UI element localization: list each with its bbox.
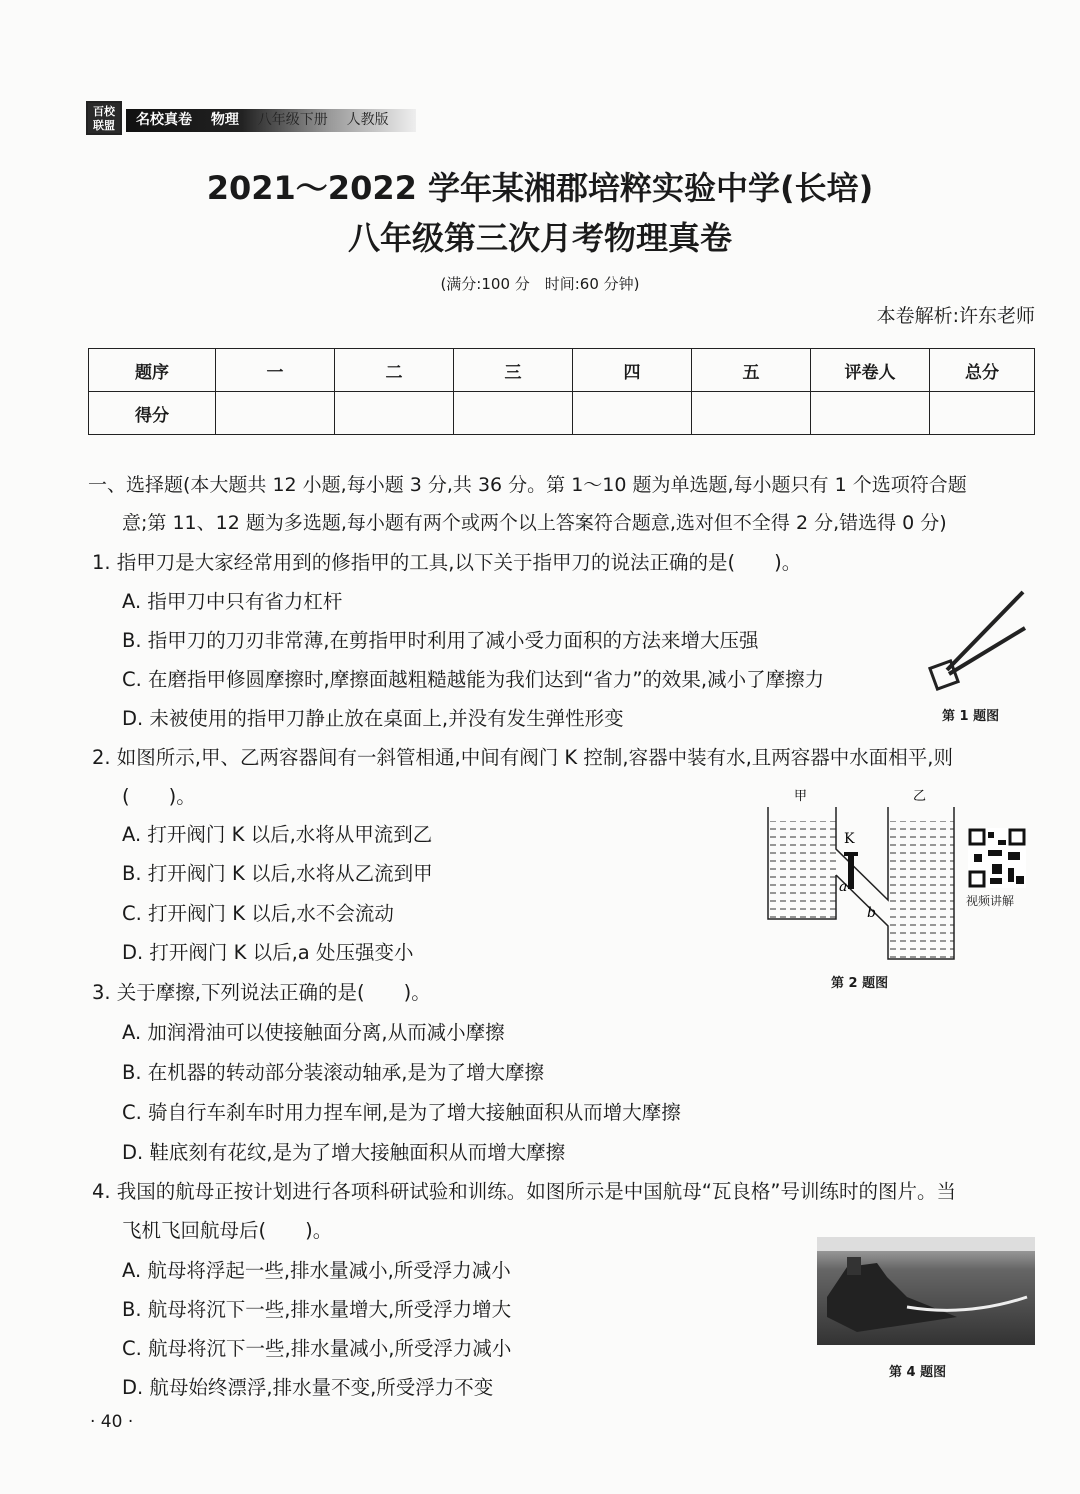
figure-2-caption: 第 2 题图 [831, 976, 889, 991]
score-input[interactable] [930, 392, 1035, 435]
logo-text-top: 百校 [93, 105, 115, 118]
score-table [88, 348, 1035, 435]
nail-clipper-figure [925, 588, 1030, 698]
q3-option-a: A. 加润滑油可以使接触面分离,从而减小摩擦 [122, 1021, 505, 1044]
qr-code-icon[interactable] [968, 828, 1026, 888]
q2-option-c: C. 打开阀门 K 以后,水不会流动 [122, 902, 394, 925]
question-4-stem: 4. 我国的航母正按计划进行各项科研试验和训练。如图所示是中国航母“瓦良格”号训练时的图片。当 [92, 1180, 957, 1203]
table-cell: 二 [335, 349, 454, 392]
edition: 人教版 [346, 112, 389, 128]
series-name: 名校真卷 [136, 112, 192, 128]
question-4-stem-cont: 飞机飞回航母后( )。 [122, 1219, 333, 1242]
container-jia-label: 甲 [794, 789, 808, 804]
q4-option-b: B. 航母将沉下一些,排水量增大,所受浮力增大 [122, 1298, 512, 1321]
score-input[interactable] [811, 392, 930, 435]
q1-option-d: D. 未被使用的指甲刀静止放在桌面上,并没有发生弹性形变 [122, 707, 624, 730]
q4-option-c: C. 航母将沉下一些,排水量减小,所受浮力减小 [122, 1337, 512, 1360]
table-cell: 总分 [930, 349, 1035, 392]
q3-option-b: B. 在机器的转动部分装滚动轴承,是为了增大摩擦 [122, 1061, 544, 1084]
exam-meta: (满分:100 分 时间:60 分钟) [440, 275, 640, 293]
connected-containers-figure [760, 785, 960, 965]
score-input[interactable] [216, 392, 335, 435]
page-number: · 40 · [90, 1412, 134, 1432]
q2-option-b: B. 打开阀门 K 以后,水将从乙流到甲 [122, 862, 433, 885]
score-input[interactable] [454, 392, 573, 435]
table-row [89, 392, 1035, 435]
table-cell: 题序 [89, 349, 216, 392]
question-2-stem-cont: ( )。 [122, 785, 196, 808]
score-input[interactable] [692, 392, 811, 435]
table-cell: 一 [216, 349, 335, 392]
q3-option-c: C. 骑自行车刹车时用力捏车闸,是为了增大接触面积从而增大摩擦 [122, 1101, 681, 1124]
grade: 八年级下册 [257, 112, 328, 128]
q2-option-a: A. 打开阀门 K 以后,水将从甲流到乙 [122, 823, 433, 846]
analyst: 本卷解析:许东老师 [876, 305, 1035, 327]
q1-option-c: C. 在磨指甲修圆摩擦时,摩擦面越粗糙越能为我们达到“省力”的效果,减小了摩擦力 [122, 668, 825, 691]
table-row [89, 349, 1035, 392]
table-cell: 评卷人 [811, 349, 930, 392]
section-heading-cont: 意;第 11、12 题为多选题,每小题有两个或两个以上答案符合题意,选对但不全得 2 分,错选得 0 分) [122, 512, 947, 534]
q3-option-d: D. 鞋底刻有花纹,是为了增大接触面积从而增大摩擦 [122, 1141, 566, 1164]
series-banner [126, 109, 416, 132]
logo-text-bottom: 联盟 [93, 119, 115, 132]
table-cell: 得分 [89, 392, 216, 435]
table-cell: 三 [454, 349, 573, 392]
score-input[interactable] [335, 392, 454, 435]
q4-option-a: A. 航母将浮起一些,排水量减小,所受浮力减小 [122, 1259, 511, 1282]
question-3-stem: 3. 关于摩擦,下列说法正确的是( )。 [92, 981, 431, 1004]
score-input[interactable] [573, 392, 692, 435]
container-yi-label: 乙 [913, 789, 927, 804]
figure-4-caption: 第 4 题图 [889, 1365, 947, 1380]
table-cell: 四 [573, 349, 692, 392]
table-cell: 五 [692, 349, 811, 392]
point-a-label: a [839, 879, 848, 895]
section-heading: 一、选择题(本大题共 12 小题,每小题 3 分,共 36 分。第 1～10 题为单选题,每小题只有 1 个选项符合题 [88, 474, 967, 496]
subject: 物理 [210, 112, 239, 128]
page-title-line1: 2021～2022 学年某湘郡培粹实验中学(长培) [206, 169, 874, 207]
question-2-stem: 2. 如图所示,甲、乙两容器间有一斜管相通,中间有阀门 K 控制,容器中装有水,且两容器中水面相平,则 [92, 746, 953, 769]
aircraft-carrier-photo [817, 1237, 1035, 1345]
page-title-line2: 八年级第三次月考物理真卷 [347, 219, 732, 257]
point-b-label: b [867, 905, 876, 921]
q4-option-d: D. 航母始终漂浮,排水量不变,所受浮力不变 [122, 1376, 494, 1399]
question-1-stem: 1. 指甲刀是大家经常用到的修指甲的工具,以下关于指甲刀的说法正确的是( )。 [92, 551, 802, 574]
figure-1-caption: 第 1 题图 [942, 709, 1000, 724]
publisher-logo [86, 101, 122, 135]
q2-option-d: D. 打开阀门 K 以后,a 处压强变小 [122, 941, 414, 964]
q1-option-a: A. 指甲刀中只有省力杠杆 [122, 590, 343, 613]
qr-label: 视频讲解 [966, 894, 1015, 908]
valve-label: K [844, 831, 855, 847]
q1-option-b: B. 指甲刀的刀刃非常薄,在剪指甲时利用了减小受力面积的方法来增大压强 [122, 629, 759, 652]
